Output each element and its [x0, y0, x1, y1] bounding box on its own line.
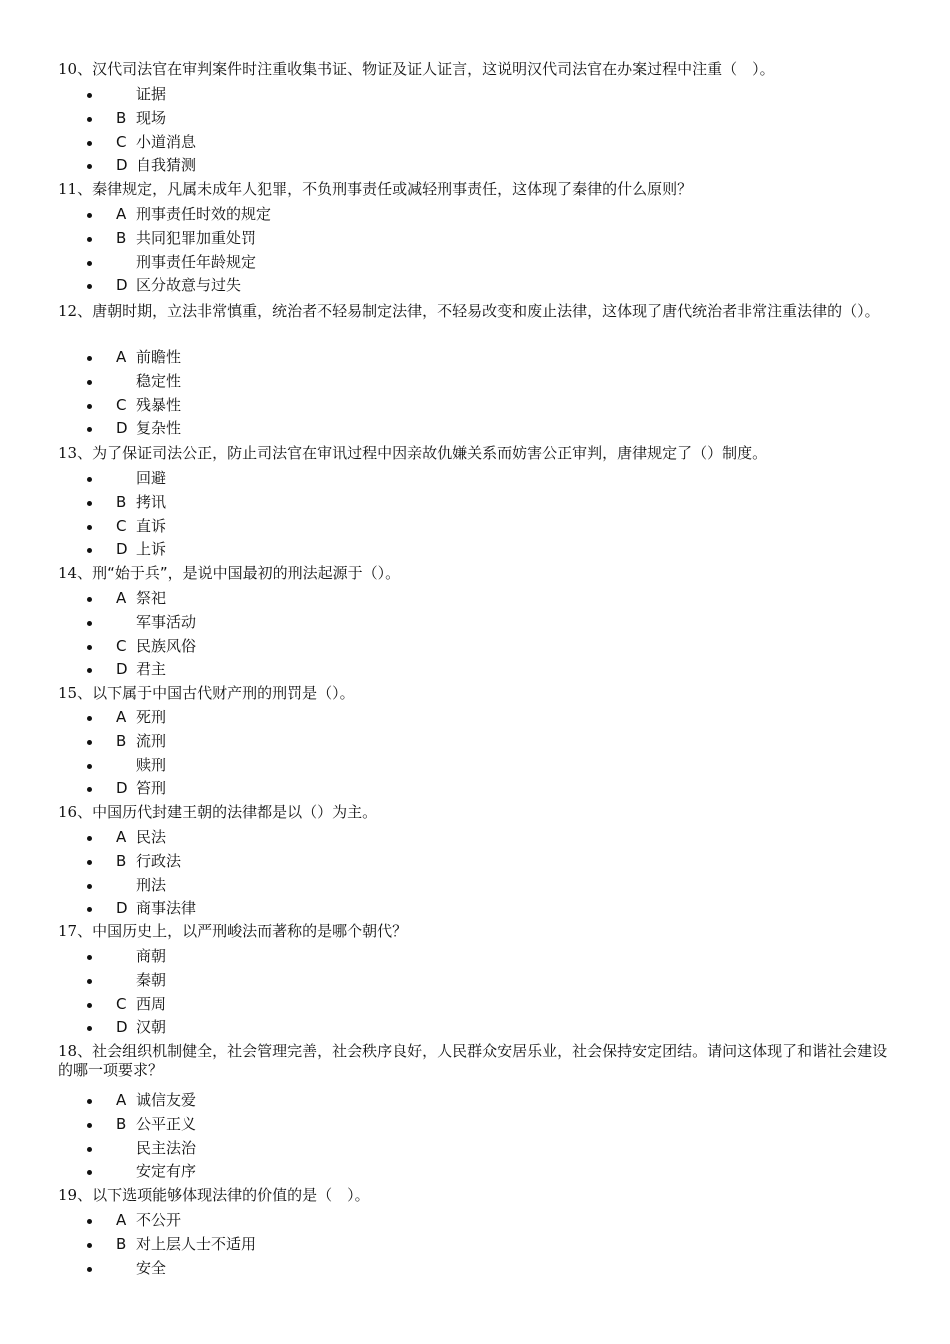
option-letter: C — [116, 636, 127, 655]
question-12 — [58, 302, 898, 321]
option-letter: A — [116, 1091, 127, 1109]
option-text: 君主 — [136, 660, 167, 679]
option-item — [0, 1016, 950, 1040]
option-letter: A — [116, 589, 127, 607]
option-letter: B — [116, 492, 127, 511]
question-text: 唐朝时期，立法非常慎重，统治者不轻易制定法律，不轻易改变和废止法律，这体现了唐代统治者非常注重法律的（）。 — [92, 302, 880, 320]
option-text: 上诉 — [136, 540, 167, 559]
option-text: 诚信友爱 — [136, 1091, 197, 1109]
option-letter: D — [116, 540, 128, 559]
question-text: 以下选项能够体现法律的价值的是（ ）。 — [92, 1186, 370, 1204]
option-item — [0, 515, 950, 539]
option-text: 民主法治 — [136, 1138, 197, 1157]
option-text: 稳定性 — [136, 371, 182, 390]
option-letter: D — [116, 899, 128, 918]
option-text: 汉朝 — [136, 1018, 167, 1037]
option-text: 笞刑 — [136, 779, 167, 798]
option-item — [0, 394, 950, 418]
question-15 — [58, 684, 898, 703]
option-letter: A — [116, 348, 127, 366]
option-text: 小道消息 — [136, 132, 197, 151]
option-item — [0, 874, 950, 898]
option-item — [0, 251, 950, 275]
option-letter: D — [116, 419, 128, 438]
question-text: 中国历代封建王朝的法律都是以（）为主。 — [92, 803, 378, 821]
option-letter: C — [116, 132, 127, 151]
option-text: 公平正义 — [136, 1114, 197, 1133]
option-letter: B — [116, 108, 127, 127]
option-item — [0, 346, 950, 370]
question-number: 13、 — [58, 444, 93, 462]
option-letter: A — [116, 828, 127, 846]
option-item — [0, 1160, 950, 1184]
option-item — [0, 538, 950, 562]
option-text: 残暴性 — [136, 395, 182, 414]
option-list — [0, 826, 950, 921]
question-19 — [58, 1186, 898, 1205]
option-list — [0, 587, 950, 682]
option-text: 回避 — [136, 469, 167, 487]
option-item — [0, 107, 950, 131]
question-number: 10、 — [58, 60, 93, 78]
question-text: 为了保证司法公正，防止司法官在审讯过程中因亲故仇嫌关系而妨害公正审判，唐律规定了（）制度。 — [92, 444, 768, 462]
option-text: 自我猜测 — [136, 156, 197, 175]
option-text: 现场 — [136, 108, 167, 127]
option-text: 对上层人士不适用 — [136, 1234, 257, 1253]
option-text: 民法 — [136, 828, 167, 846]
option-letter: B — [116, 1234, 127, 1253]
option-item — [0, 587, 950, 611]
option-text: 复杂性 — [136, 419, 182, 438]
question-text: 社会组织机制健全，社会管理完善，社会秩序良好，人民群众安居乐业，社会保持安定团结。请问这体现了和谐社会建设的哪一项要求？ — [58, 1042, 888, 1079]
option-item — [0, 826, 950, 850]
option-item — [0, 370, 950, 394]
option-letter: B — [116, 851, 127, 870]
option-item — [0, 945, 950, 969]
option-item — [0, 706, 950, 730]
option-text: 共同犯罪加重处罚 — [136, 228, 257, 247]
question-number: 11、 — [58, 180, 93, 198]
option-item — [0, 850, 950, 874]
option-item — [0, 83, 950, 107]
option-text: 民族风俗 — [136, 636, 197, 655]
option-letter: D — [116, 276, 128, 295]
option-text: 直诉 — [136, 516, 167, 535]
option-item — [0, 131, 950, 155]
option-item — [0, 154, 950, 178]
option-item — [0, 897, 950, 921]
question-number: 14、 — [58, 564, 93, 582]
option-letter: D — [116, 1018, 128, 1037]
option-item — [0, 1113, 950, 1137]
option-text: 刑事责任年龄规定 — [136, 252, 257, 271]
option-text: 祭祀 — [136, 589, 167, 607]
option-letter: C — [116, 516, 127, 535]
option-letter: B — [116, 731, 127, 750]
option-item — [0, 969, 950, 993]
option-text: 不公开 — [136, 1211, 182, 1229]
question-number: 17、 — [58, 922, 93, 940]
question-number: 16、 — [58, 803, 93, 821]
option-list — [0, 945, 950, 1040]
question-14 — [58, 564, 898, 583]
option-text: 刑法 — [136, 875, 167, 894]
option-text: 区分故意与过失 — [136, 276, 242, 295]
option-text: 军事活动 — [136, 612, 197, 631]
question-18 — [58, 1042, 898, 1080]
option-item — [0, 730, 950, 754]
option-item — [0, 635, 950, 659]
option-item — [0, 203, 950, 227]
question-text: 汉代司法官在审判案件时注重收集书证、物证及证人证言，这说明汉代司法官在办案过程中注重（ ）。 — [92, 60, 775, 78]
option-letter: B — [116, 1114, 127, 1133]
option-item — [0, 1137, 950, 1161]
question-17 — [58, 922, 898, 941]
option-letter: D — [116, 779, 128, 798]
option-text: 西周 — [136, 994, 167, 1013]
option-list — [0, 346, 950, 441]
option-text: 刑事责任时效的规定 — [136, 205, 272, 223]
question-text: 以下属于中国古代财产刑的刑罚是（）。 — [92, 684, 355, 702]
option-item — [0, 1209, 950, 1233]
option-item — [0, 491, 950, 515]
question-10 — [58, 60, 898, 79]
option-letter: D — [116, 156, 128, 175]
option-list — [0, 203, 950, 298]
option-item — [0, 417, 950, 441]
question-number: 15、 — [58, 684, 93, 702]
option-letter: A — [116, 708, 127, 726]
option-list — [0, 1089, 950, 1184]
question-text: 中国历史上，以严刑峻法而著称的是哪个朝代？ — [92, 922, 408, 940]
question-11 — [58, 180, 898, 199]
option-item — [0, 274, 950, 298]
option-text: 秦朝 — [136, 970, 167, 989]
option-text: 行政法 — [136, 851, 182, 870]
option-text: 安定有序 — [136, 1162, 197, 1181]
option-letter: A — [116, 205, 127, 223]
option-text: 流刑 — [136, 731, 167, 750]
question-text: 刑“始于兵”，是说中国最初的刑法起源于（）。 — [92, 564, 401, 582]
option-list — [0, 1209, 950, 1280]
question-16 — [58, 803, 898, 822]
option-item — [0, 1257, 950, 1281]
option-text: 前瞻性 — [136, 348, 182, 366]
option-letter: C — [116, 994, 127, 1013]
option-item — [0, 611, 950, 635]
option-text: 赎刑 — [136, 755, 167, 774]
question-number: 19、 — [58, 1186, 93, 1204]
option-letter: D — [116, 660, 128, 679]
question-number: 18、 — [58, 1042, 93, 1060]
option-list — [0, 706, 950, 801]
option-letter: B — [116, 228, 127, 247]
option-text: 商朝 — [136, 947, 167, 965]
option-item — [0, 467, 950, 491]
option-item — [0, 754, 950, 778]
option-item — [0, 227, 950, 251]
option-item — [0, 777, 950, 801]
option-list — [0, 83, 950, 178]
option-text: 安全 — [136, 1258, 167, 1277]
option-text: 死刑 — [136, 708, 167, 726]
option-item — [0, 1233, 950, 1257]
question-number: 12、 — [58, 302, 93, 320]
question-text: 秦律规定，凡属未成年人犯罪，不负刑事责任或减轻刑事责任，这体现了秦律的什么原则？ — [92, 180, 693, 198]
option-list — [0, 467, 950, 562]
option-item — [0, 993, 950, 1017]
option-letter: A — [116, 1211, 127, 1229]
option-text: 商事法律 — [136, 899, 197, 918]
option-text: 证据 — [136, 85, 167, 103]
option-text: 拷讯 — [136, 492, 167, 511]
option-item — [0, 658, 950, 682]
question-13 — [58, 444, 898, 463]
option-item — [0, 1089, 950, 1113]
option-letter: C — [116, 395, 127, 414]
